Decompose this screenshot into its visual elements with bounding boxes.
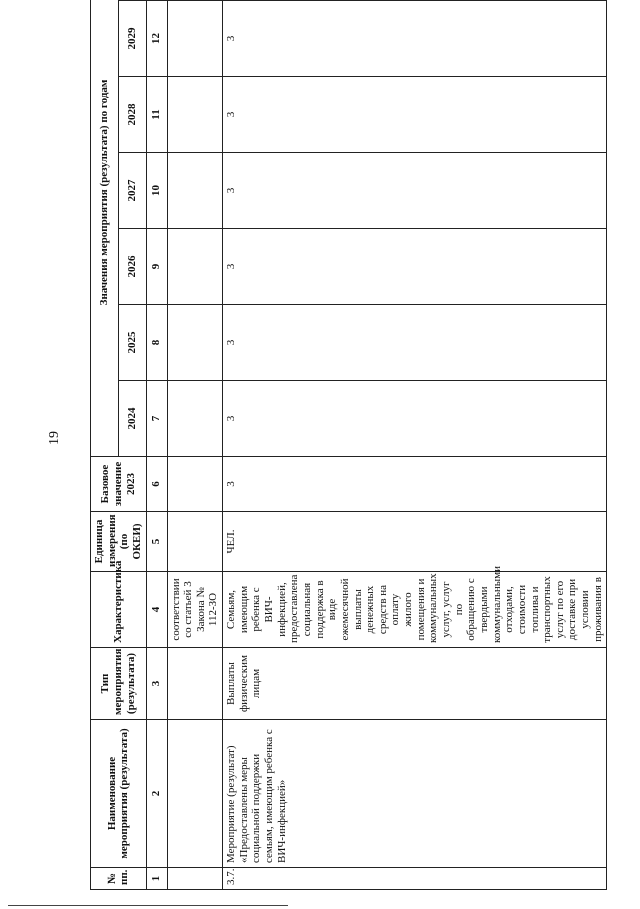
page-number: 19 (47, 431, 62, 445)
year-header: 2028 (118, 77, 146, 153)
header-num: № пп. (91, 868, 147, 890)
header-characteristic: Характеристика (91, 572, 147, 648)
header-row (91, 0, 119, 890)
column-index: 9 (146, 229, 167, 305)
rotated-page (90, 25, 604, 890)
year-value-cell: 3 (223, 229, 607, 305)
measure-characteristic: Семьям, имеющим ребенка с ВИЧ-инфекцией, предоставлена социальная поддержка в виде ежемесячной выплаты денежных средств на оплату жилого помещения и коммунальных услуг, услуг по обращению с твердыми коммунальными отходами, стоимости топлива и транспортных услуг по его доставке при условии проживания в (223, 572, 607, 648)
year-value-cell: 3 (223, 305, 607, 381)
continuation-text: соответствии со статьей 3 Закона № 112-ЗО (167, 572, 223, 648)
column-index: 1 (146, 868, 167, 890)
column-index: 11 (146, 77, 167, 153)
header-values-by-year: Значения мероприятия (результата) по годам (91, 0, 119, 457)
column-index: 12 (146, 1, 167, 77)
header-unit: Единица измерения (по ОКЕИ) (91, 512, 147, 572)
column-index: 5 (146, 512, 167, 572)
column-index: 7 (146, 381, 167, 457)
column-index-row (146, 0, 167, 890)
scan-edge-line (8, 905, 288, 906)
column-index: 10 (146, 153, 167, 229)
header-name: Наименование мероприятия (результата) (91, 720, 147, 868)
row-number: 3.7. (223, 868, 607, 890)
column-index: 8 (146, 305, 167, 381)
column-index: 4 (146, 572, 167, 648)
column-index: 6 (146, 457, 167, 512)
column-index: 3 (146, 648, 167, 720)
year-header: 2026 (118, 229, 146, 305)
year-header: 2027 (118, 153, 146, 229)
year-header: 2025 (118, 305, 146, 381)
year-value-cell: 3 (223, 381, 607, 457)
year-value-cell: 3 (223, 153, 607, 229)
unit-cell: ЧЕЛ. (223, 512, 607, 572)
header-base-value: Базовое значение 2023 (91, 457, 147, 512)
table-row (223, 0, 607, 890)
year-header (118, 0, 146, 1)
measure-name: Мероприятие (результат) «Предоставлены меры социальной поддержки семьям, имеющим ребенка с ВИЧ-инфекцией» (223, 720, 607, 868)
column-index (146, 0, 167, 1)
year-value-cell (223, 0, 607, 1)
year-header: 2029 (118, 1, 146, 77)
measure-type: Выплаты физическим лицам (223, 648, 607, 720)
year-value-cell: 3 (223, 1, 607, 77)
continuation-row (167, 0, 223, 890)
measures-table (90, 0, 607, 890)
year-header: 2024 (118, 381, 146, 457)
year-value-cell: 3 (223, 77, 607, 153)
column-index: 2 (146, 720, 167, 868)
base-value-cell: 3 (223, 457, 607, 512)
header-type: Тип мероприятия (результата) (91, 648, 147, 720)
